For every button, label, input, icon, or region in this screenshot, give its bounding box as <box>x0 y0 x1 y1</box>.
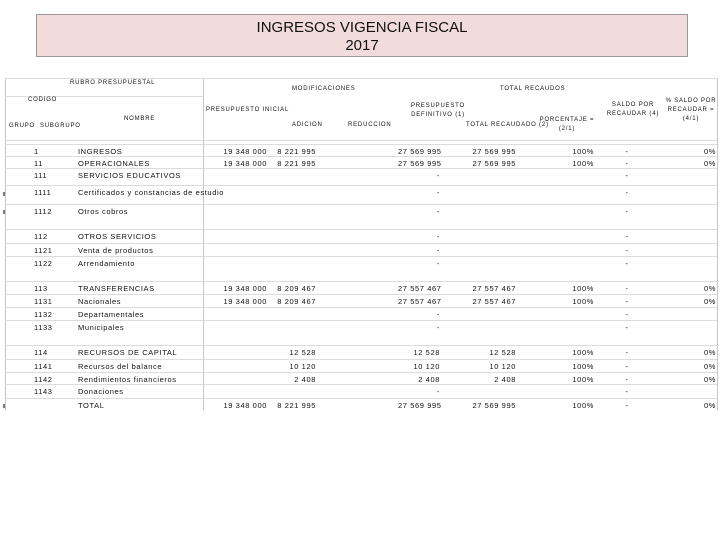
cell-code: 114 <box>34 348 48 357</box>
cell-definitivo: 27 557 467 <box>398 297 442 306</box>
cell-name: Departamentales <box>78 310 145 319</box>
row-separator <box>5 204 717 205</box>
row-separator <box>5 185 717 186</box>
cell-saldo: - <box>625 348 629 357</box>
cell-saldo: - <box>625 362 629 371</box>
cell-pct: 100% <box>572 401 594 410</box>
grid-line <box>717 78 718 410</box>
cell-name: Arrendamiento <box>78 259 135 268</box>
cell-recaudado: 27 557 467 <box>472 284 516 293</box>
cell-pct: 100% <box>572 375 594 384</box>
cell-pct-saldo: 0% <box>703 284 716 293</box>
header-presupuesto-definitivo: PRESUPUESTO DEFINITIVO (1) <box>410 103 466 118</box>
row-separator <box>5 156 717 157</box>
cell-name: SERVICIOS EDUCATIVOS <box>78 171 181 180</box>
cell-name: RECURSOS DE CAPITAL <box>78 348 178 357</box>
cell-definitivo: 27 569 995 <box>398 401 442 410</box>
cell-code: 11 <box>34 159 43 168</box>
cell-saldo: - <box>625 207 629 216</box>
cell-name: Rendimientos financieros <box>78 375 177 384</box>
cell-saldo: - <box>625 297 629 306</box>
cell-adicion: 8 221 995 <box>277 159 316 168</box>
cell-pct-saldo: 0% <box>703 147 716 156</box>
header-adicion: ADICION <box>292 122 323 128</box>
cell-saldo: - <box>625 375 629 384</box>
cell-adicion: 10 120 <box>289 362 316 371</box>
cell-pct-saldo: 0% <box>703 348 716 357</box>
row-separator <box>5 398 717 399</box>
cell-pct: 100% <box>572 348 594 357</box>
cell-code: 1121 <box>34 246 53 255</box>
cell-recaudado: 27 569 995 <box>472 159 516 168</box>
cell-saldo: - <box>625 259 629 268</box>
cell-name: OPERACIONALES <box>78 159 150 168</box>
cell-inicial: 19 348 000 <box>223 297 267 306</box>
cell-saldo: - <box>625 171 629 180</box>
left-edge-marker <box>3 210 5 214</box>
cell-pct-saldo: 0% <box>703 159 716 168</box>
cell-name: Otros cobros <box>78 207 129 216</box>
cell-pct: 100% <box>572 159 594 168</box>
cell-name: Certificados y constancias de estudio <box>78 188 225 197</box>
cell-saldo: - <box>625 387 629 396</box>
cell-saldo: - <box>625 232 629 241</box>
grid-line <box>5 78 717 79</box>
row-separator <box>5 144 717 145</box>
header-rubro: RUBRO PRESUPUESTAL <box>70 80 156 86</box>
report-title-year: 2017 <box>345 37 379 54</box>
grid-line <box>203 78 204 410</box>
cell-pct: 100% <box>572 147 594 156</box>
cell-saldo: - <box>625 401 629 410</box>
cell-adicion: 8 221 995 <box>277 147 316 156</box>
row-separator <box>5 384 717 385</box>
report-title <box>36 14 688 57</box>
cell-definitivo: - <box>436 310 440 319</box>
cell-saldo: - <box>625 284 629 293</box>
report-title-line1: INGRESOS VIGENCIA FISCAL <box>256 19 468 36</box>
cell-inicial: 19 348 000 <box>223 159 267 168</box>
cell-code: 1122 <box>34 259 53 268</box>
row-separator <box>5 168 717 169</box>
cell-saldo: - <box>625 188 629 197</box>
header-reduccion: REDUCCION <box>348 122 392 128</box>
header-saldo-por-recaudar: SALDO POR RECAUDAR (4) <box>606 102 660 117</box>
cell-name: TOTAL <box>78 401 105 410</box>
row-separator <box>5 256 717 257</box>
cell-saldo: - <box>625 323 629 332</box>
header-total-recaudado: TOTAL RECAUDADO (2) <box>466 122 549 128</box>
cell-definitivo: - <box>436 232 440 241</box>
cell-pct-saldo: 0% <box>703 401 716 410</box>
cell-code: 112 <box>34 232 48 241</box>
cell-code: 1112 <box>34 207 52 216</box>
cell-recaudado: 27 569 995 <box>472 147 516 156</box>
header-pct-saldo: % SALDO POR RECAUDAR = (4/1) <box>665 98 717 122</box>
cell-name: Nacionales <box>78 297 122 306</box>
cell-saldo: - <box>625 310 629 319</box>
cell-adicion: 8 209 467 <box>277 284 316 293</box>
cell-definitivo: 27 569 995 <box>398 159 442 168</box>
header-total-recaudos: TOTAL RECAUDOS <box>500 86 566 92</box>
cell-name: INGRESOS <box>78 147 123 156</box>
cell-definitivo: - <box>436 259 440 268</box>
cell-definitivo: - <box>436 171 440 180</box>
cell-definitivo: - <box>436 246 440 255</box>
row-separator <box>5 372 717 373</box>
cell-definitivo: 27 557 467 <box>398 284 442 293</box>
cell-name: TRANSFERENCIAS <box>78 284 155 293</box>
cell-code: 1141 <box>34 362 53 371</box>
cell-adicion: 8 209 467 <box>277 297 316 306</box>
cell-definitivo: - <box>436 207 440 216</box>
grid-line <box>5 140 717 141</box>
cell-definitivo: 27 569 995 <box>398 147 442 156</box>
row-separator <box>5 281 717 282</box>
cell-pct-saldo: 0% <box>703 375 716 384</box>
cell-definitivo: - <box>436 188 440 197</box>
cell-saldo: - <box>625 159 629 168</box>
cell-name: Municipales <box>78 323 125 332</box>
cell-adicion: 2 408 <box>294 375 316 384</box>
cell-name: Donaciones <box>78 387 124 396</box>
cell-adicion: 8 221 995 <box>277 401 316 410</box>
cell-code: 1142 <box>34 375 53 384</box>
header-subgrupo: SUBGRUPO <box>40 123 81 129</box>
cell-recaudado: 10 120 <box>489 362 516 371</box>
row-separator <box>5 307 717 308</box>
left-edge-marker <box>3 192 5 196</box>
cell-pct: 100% <box>572 362 594 371</box>
header-codigo: CODIGO <box>28 97 58 103</box>
row-separator <box>5 243 717 244</box>
cell-inicial: 19 348 000 <box>223 401 267 410</box>
row-separator <box>5 320 717 321</box>
cell-saldo: - <box>625 246 629 255</box>
cell-code: 1 <box>34 147 39 156</box>
cell-definitivo: 10 120 <box>413 362 440 371</box>
cell-code: 1131 <box>34 297 53 306</box>
header-nombre: NOMBRE <box>124 116 156 122</box>
cell-recaudado: 27 557 467 <box>472 297 516 306</box>
cell-pct-saldo: 0% <box>703 297 716 306</box>
header-modificaciones: MODIFICACIONES <box>292 86 356 92</box>
row-separator <box>5 229 717 230</box>
cell-name: OTROS SERVICIOS <box>78 232 157 241</box>
cell-code: 1111 <box>34 188 52 197</box>
left-edge-marker <box>3 404 5 408</box>
cell-code: 1132 <box>34 310 53 319</box>
cell-code: 1143 <box>34 387 53 396</box>
cell-recaudado: 12 528 <box>489 348 516 357</box>
cell-pct: 100% <box>572 284 594 293</box>
cell-recaudado: 27 569 995 <box>472 401 516 410</box>
cell-definitivo: - <box>436 323 440 332</box>
cell-name: Venta de productos <box>78 246 154 255</box>
grid-line <box>5 78 6 410</box>
header-presupuesto-inicial: PRESUPUESTO INICIAL <box>206 107 290 113</box>
row-separator <box>5 294 717 295</box>
row-separator <box>5 359 717 360</box>
cell-inicial: 19 348 000 <box>223 147 267 156</box>
cell-name: Recursos del balance <box>78 362 163 371</box>
cell-code: 1133 <box>34 323 53 332</box>
cell-definitivo: - <box>436 387 440 396</box>
cell-definitivo: 2 408 <box>418 375 440 384</box>
cell-pct-saldo: 0% <box>703 362 716 371</box>
cell-inicial: 19 348 000 <box>223 284 267 293</box>
cell-definitivo: 12 528 <box>413 348 440 357</box>
cell-recaudado: 2 408 <box>494 375 516 384</box>
cell-adicion: 12 528 <box>289 348 316 357</box>
cell-pct: 100% <box>572 297 594 306</box>
row-separator <box>5 345 717 346</box>
header-porcentaje: PORCENTAJE = (2/1) <box>539 117 595 132</box>
cell-code: 113 <box>34 284 48 293</box>
cell-code: 111 <box>34 171 48 180</box>
cell-saldo: - <box>625 147 629 156</box>
header-grupo: GRUPO <box>9 123 36 129</box>
